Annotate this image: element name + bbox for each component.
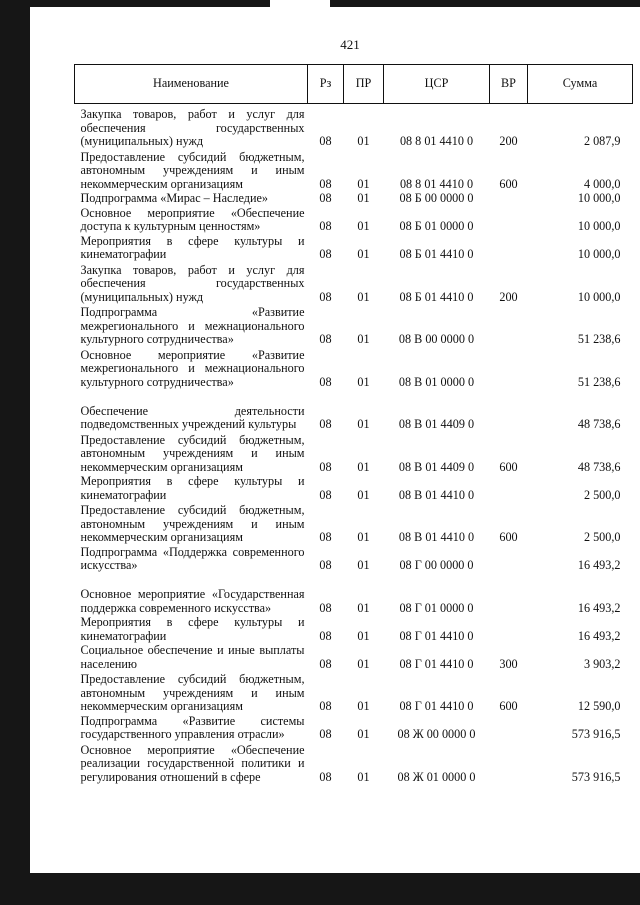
table-row bbox=[75, 643, 633, 671]
table-row bbox=[75, 206, 633, 234]
row-vr-cell: 200 bbox=[499, 134, 518, 148]
row-name-cell: Обеспечение деятельности подведомственных учреждений культуры bbox=[80, 403, 305, 431]
row-name-cell: Подпрограмма «Развитие межрегионального и межнационального культурного сотрудничества» bbox=[80, 305, 305, 346]
row-vr-cell bbox=[490, 389, 528, 432]
row-csr-cell: 08 В 01 0000 0 bbox=[398, 374, 475, 389]
row-pr-cell: 01 bbox=[357, 487, 370, 502]
budget-table bbox=[74, 64, 633, 784]
row-name-cell: Подпрограмма «Развитие системы государственного управления отрасли» bbox=[80, 713, 305, 741]
row-pr-cell: 01 bbox=[357, 727, 370, 741]
row-name-cell: Основное мероприятие «Развитие межрегионального и межнационального культурного сотрудничества» bbox=[80, 347, 305, 389]
table-row bbox=[75, 545, 633, 573]
row-rz-cell: 08 bbox=[319, 332, 332, 346]
row-sum-cell: 10 000,0 bbox=[577, 289, 621, 304]
scan-border-bottom bbox=[0, 873, 640, 905]
row-rz-cell: 08 bbox=[319, 530, 332, 544]
row-name-cell: Предоставление субсидий бюджетным, автономным учреждениям и иным некоммерческим организациям bbox=[80, 149, 305, 191]
header-vr: ВР bbox=[490, 65, 528, 104]
row-sum-cell: 12 590,0 bbox=[577, 699, 621, 713]
row-pr-cell: 01 bbox=[357, 417, 370, 431]
row-pr-cell: 01 bbox=[357, 374, 370, 389]
row-vr-cell bbox=[490, 615, 528, 643]
table-row bbox=[75, 742, 633, 785]
row-sum-cell: 10 000,0 bbox=[577, 247, 621, 261]
row-sum-cell: 2 500,0 bbox=[583, 487, 621, 502]
table-row bbox=[75, 304, 633, 347]
row-pr-cell: 01 bbox=[357, 530, 370, 544]
table-row bbox=[75, 191, 633, 206]
row-csr-cell: 08 Г 01 4410 0 bbox=[399, 699, 474, 713]
row-rz-cell: 08 bbox=[319, 134, 332, 148]
row-vr-cell bbox=[490, 742, 528, 785]
row-sum-cell: 16 493,2 bbox=[577, 558, 621, 572]
table-row bbox=[75, 615, 633, 643]
row-csr-cell: 08 Б 01 0000 0 bbox=[399, 219, 474, 233]
row-csr-cell: 08 В 01 4410 0 bbox=[398, 487, 475, 502]
row-rz-cell: 08 bbox=[319, 219, 332, 233]
table-row bbox=[75, 474, 633, 502]
table-row bbox=[75, 714, 633, 742]
row-name-cell: Предоставление субсидий бюджетным, автономным учреждениям и иным некоммерческим организациям bbox=[80, 672, 305, 713]
row-rz-cell: 08 bbox=[319, 289, 332, 304]
table-body bbox=[75, 104, 633, 785]
row-csr-cell: 08 В 01 4409 0 bbox=[398, 417, 475, 431]
row-vr-cell: 600 bbox=[499, 530, 518, 544]
row-sum-cell: 4 000,0 bbox=[583, 176, 621, 191]
row-name-cell: Мероприятия в сфере культуры и кинематографии bbox=[80, 233, 305, 261]
row-vr-cell: 600 bbox=[499, 176, 518, 191]
row-rz-cell: 08 bbox=[319, 600, 332, 615]
row-pr-cell: 01 bbox=[357, 219, 370, 233]
row-name-cell: Предоставление субсидий бюджетным, автономным учреждениям и иным некоммерческим организациям bbox=[80, 503, 305, 544]
row-rz-cell: 08 bbox=[319, 727, 332, 741]
row-pr-cell: 01 bbox=[357, 289, 370, 304]
header-sum: Сумма bbox=[528, 65, 633, 104]
table-row bbox=[75, 432, 633, 475]
row-vr-cell bbox=[490, 573, 528, 616]
row-sum-cell: 2 087,9 bbox=[583, 134, 621, 148]
row-csr-cell: 08 В 00 0000 0 bbox=[398, 332, 475, 346]
row-csr-cell: 08 Г 01 4410 0 bbox=[399, 628, 474, 643]
row-sum-cell: 51 238,6 bbox=[577, 374, 621, 389]
row-sum-cell: 573 916,5 bbox=[571, 769, 621, 784]
row-vr-cell: 200 bbox=[499, 289, 518, 304]
row-csr-cell: 08 Б 00 0000 0 bbox=[399, 191, 474, 205]
table-row bbox=[75, 671, 633, 714]
row-rz-cell: 08 bbox=[319, 417, 332, 431]
row-name-cell: Закупка товаров, работ и услуг для обеспечения государственных (муниципальных) нужд bbox=[80, 262, 305, 304]
row-pr-cell: 01 bbox=[357, 332, 370, 346]
header-csr: ЦСР bbox=[384, 65, 490, 104]
row-csr-cell: 08 Б 01 4410 0 bbox=[399, 289, 474, 304]
table-row bbox=[75, 347, 633, 390]
row-vr-cell bbox=[490, 234, 528, 262]
row-rz-cell: 08 bbox=[319, 656, 332, 671]
row-pr-cell: 01 bbox=[357, 656, 370, 671]
row-name-cell: Закупка товаров, работ и услуг для обеспечения государственных (муниципальных) нужд bbox=[80, 107, 305, 148]
row-sum-cell: 48 738,6 bbox=[577, 417, 621, 431]
row-sum-cell: 573 916,5 bbox=[571, 727, 621, 741]
row-rz-cell: 08 bbox=[319, 487, 332, 502]
table-row bbox=[75, 262, 633, 305]
row-pr-cell: 01 bbox=[357, 176, 370, 191]
page-number: 421 bbox=[340, 37, 360, 52]
table-row bbox=[75, 104, 633, 149]
row-name-cell: Подпрограмма «Поддержка современного искусства» bbox=[80, 544, 305, 572]
header-name: Наименование bbox=[75, 65, 308, 104]
row-vr-cell bbox=[490, 191, 528, 206]
row-vr-cell bbox=[490, 714, 528, 742]
row-pr-cell: 01 bbox=[357, 600, 370, 615]
row-csr-cell: 08 Ж 00 0000 0 bbox=[397, 727, 476, 741]
row-csr-cell: 08 Г 01 0000 0 bbox=[399, 600, 474, 615]
table-row bbox=[75, 234, 633, 262]
row-rz-cell: 08 bbox=[319, 247, 332, 261]
scan-border-left bbox=[0, 0, 30, 905]
row-vr-cell bbox=[490, 206, 528, 234]
table-row bbox=[75, 502, 633, 545]
row-csr-cell: 08 Г 01 4410 0 bbox=[399, 656, 474, 671]
row-pr-cell: 01 bbox=[357, 134, 370, 148]
row-name-cell: Предоставление субсидий бюджетным, автономным учреждениям и иным некоммерческим организациям bbox=[80, 432, 305, 474]
row-csr-cell: 08 8 01 4410 0 bbox=[399, 134, 474, 148]
row-name-cell: Мероприятия в сфере культуры и кинематографии bbox=[80, 474, 305, 502]
row-name-cell: Подпрограмма «Мирас – Наследие» bbox=[80, 191, 268, 205]
scan-border-gap bbox=[270, 0, 330, 7]
row-rz-cell: 08 bbox=[319, 628, 332, 643]
row-name-cell: Основное мероприятие «Государственная поддержка современного искусства» bbox=[80, 587, 305, 615]
row-sum-cell: 16 493,2 bbox=[577, 600, 621, 615]
row-vr-cell bbox=[490, 304, 528, 347]
row-pr-cell: 01 bbox=[357, 769, 370, 784]
row-pr-cell: 01 bbox=[357, 459, 370, 474]
row-rz-cell: 08 bbox=[319, 459, 332, 474]
row-sum-cell: 51 238,6 bbox=[577, 332, 621, 346]
row-rz-cell: 08 bbox=[319, 699, 332, 713]
row-sum-cell: 2 500,0 bbox=[583, 530, 621, 544]
row-name-cell: Мероприятия в сфере культуры и кинематографии bbox=[80, 615, 305, 643]
row-csr-cell: 08 В 01 4410 0 bbox=[398, 530, 475, 544]
row-csr-cell: 08 8 01 4410 0 bbox=[399, 176, 474, 191]
row-vr-cell: 300 bbox=[499, 656, 518, 671]
row-sum-cell: 16 493,2 bbox=[577, 628, 621, 643]
row-rz-cell: 08 bbox=[319, 374, 332, 389]
row-pr-cell: 01 bbox=[357, 247, 370, 261]
row-sum-cell: 3 903,2 bbox=[583, 656, 621, 671]
row-sum-cell: 10 000,0 bbox=[577, 219, 621, 233]
row-rz-cell: 08 bbox=[319, 176, 332, 191]
row-pr-cell: 01 bbox=[357, 699, 370, 713]
row-rz-cell: 08 bbox=[319, 558, 332, 572]
header-rz: Рз bbox=[308, 65, 344, 104]
table-row bbox=[75, 389, 633, 432]
row-vr-cell: 600 bbox=[499, 699, 518, 713]
table-row bbox=[75, 149, 633, 192]
row-sum-cell: 10 000,0 bbox=[577, 191, 621, 205]
row-sum-cell: 48 738,6 bbox=[577, 459, 621, 474]
row-csr-cell: 08 Ж 01 0000 0 bbox=[397, 769, 476, 784]
row-name-cell: Основное мероприятие «Обеспечение доступа к культурным ценностям» bbox=[80, 205, 305, 233]
header-pr: ПР bbox=[344, 65, 384, 104]
row-pr-cell: 01 bbox=[357, 628, 370, 643]
row-vr-cell bbox=[490, 545, 528, 573]
row-vr-cell: 600 bbox=[499, 459, 518, 474]
row-pr-cell: 01 bbox=[357, 191, 370, 205]
row-vr-cell bbox=[490, 474, 528, 502]
table-row bbox=[75, 573, 633, 616]
row-pr-cell: 01 bbox=[357, 558, 370, 572]
row-csr-cell: 08 Г 00 0000 0 bbox=[399, 558, 474, 572]
row-rz-cell: 08 bbox=[319, 191, 332, 205]
table-header-row bbox=[75, 65, 633, 104]
row-name-cell: Социальное обеспечение и иные выплаты населению bbox=[80, 643, 305, 671]
row-csr-cell: 08 Б 01 4410 0 bbox=[399, 247, 474, 261]
row-vr-cell bbox=[490, 347, 528, 390]
row-rz-cell: 08 bbox=[319, 769, 332, 784]
row-csr-cell: 08 В 01 4409 0 bbox=[398, 459, 475, 474]
row-name-cell: Основное мероприятие «Обеспечение реализации государственной политики и регулирования отношений в сфере bbox=[80, 742, 305, 784]
